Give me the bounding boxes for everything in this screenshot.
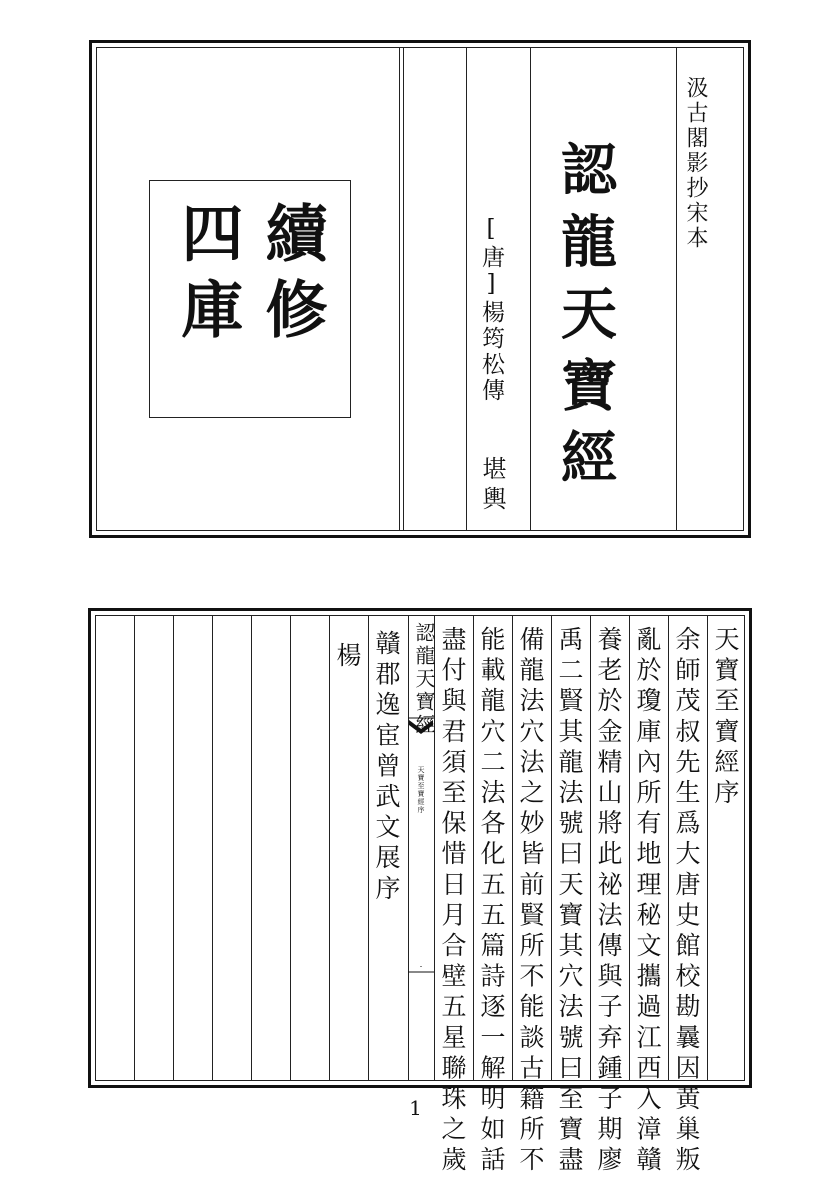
seal-text-column: 四庫 [171,201,244,353]
column-rule [676,48,677,530]
seal-text-column: 續修 [255,201,328,353]
center-strip-title: 認龍天寶經 [412,622,436,737]
column-rule [512,616,513,1080]
title-page-inner-border [96,47,744,531]
title-page-panel [89,40,751,538]
page-number: 1 [409,1096,422,1120]
column-rule [530,48,531,530]
column-rule [399,48,400,530]
center-strip [408,616,434,1080]
column-rule [629,616,630,1080]
column-rule [668,616,669,1080]
column-rule [707,616,708,1080]
series-label: 汲古閣影抄宋本 [683,76,708,251]
next-section-author-column: 楊 [333,642,362,673]
preface-text-column: 養老於金精山將此祕法傳與子弃鍾子期廖 [594,626,623,1177]
preface-page-inner-border [95,615,745,1177]
column-rule [251,616,252,1080]
column-rule [290,616,291,1080]
column-rule [329,616,330,1080]
column-rule [590,616,591,1080]
column-rule [212,616,213,1080]
column-rule [134,616,135,1080]
column-rule [173,616,174,1080]
preface-title-column: 天寶至寶經序 [711,626,740,810]
column-rule [403,48,404,530]
preface-page-panel [88,608,752,1177]
category-label: 堪輿 [478,456,506,516]
preface-signature-column: 贛郡逸宦曾武文展序 [372,630,401,906]
column-rule [551,616,552,1080]
column-rule [466,48,467,530]
library-seal [149,180,351,418]
author-line: [唐]楊筠松傳 [478,216,504,404]
preface-text-column: 能載龍穴二法各化五五篇詩逐一解明如話 [477,626,506,1177]
column-rule [368,616,369,1080]
preface-text-column: 亂於瓊庫內所有地理秘文攜過江西入漳贛 [633,626,662,1177]
preface-text-column: 余師茂叔先生爲大唐史館校勘曩因黄巢叛 [672,626,701,1177]
center-strip-small-text: 天寶至寶經序 [417,766,425,814]
strip-divider [408,966,434,996]
preface-text-column: 禹二賢其龍法號曰天寶其穴法號曰至寶盡 [555,626,584,1177]
column-rule [473,616,474,1080]
preface-text-column: 備龍法穴法之妙皆前賢所不能談古籍所不 [516,626,545,1177]
preface-text-column: 盡付與君須至保惜日月合壁五星聯珠之歲 [438,626,467,1177]
book-title: 認龍天寶經 [552,140,618,500]
